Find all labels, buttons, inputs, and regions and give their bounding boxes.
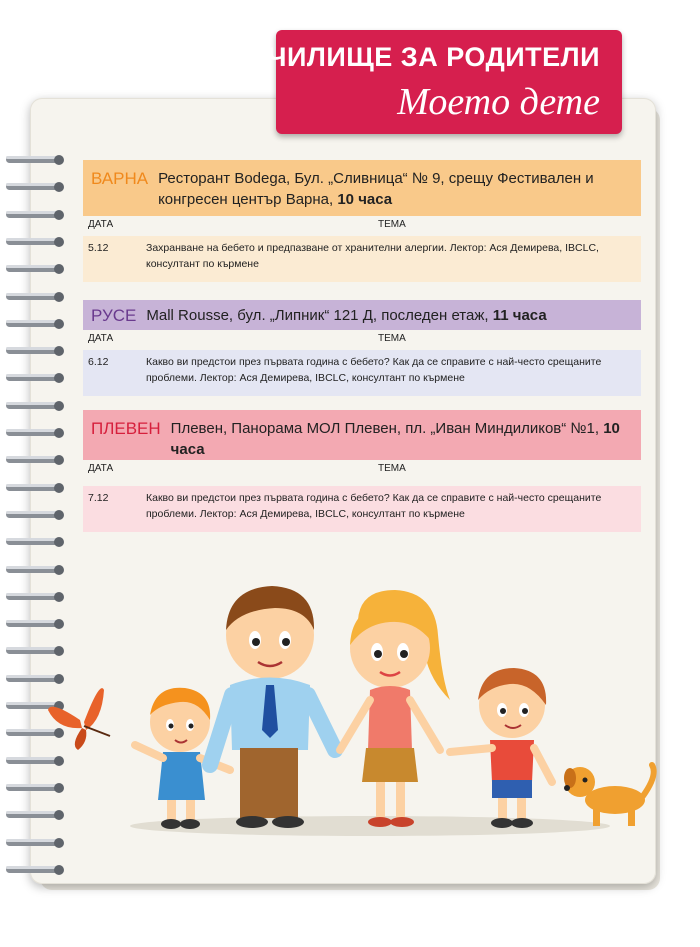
column-topic: ТЕМА <box>378 333 406 344</box>
section-pleven <box>83 410 641 532</box>
table-row <box>83 350 641 396</box>
spiral-ring-icon <box>4 343 64 359</box>
event-topic: Какво ви предстои през първата година с бебето? Как да се справите с най-често срещаните проблеми. Лектор: Ася Демирева, IBCLC, консултант по кърмене <box>146 356 602 384</box>
column-date: ДАТА <box>88 333 114 344</box>
event-topic: Какво ви предстои през първата година с бебето? Как да се справите с най-често срещаните проблеми. Лектор: Ася Демирева, IBCLC, консултант по кърмене <box>146 492 602 520</box>
column-date: ДАТА <box>88 463 114 474</box>
section-header <box>83 160 641 216</box>
location-text: Ресторант Bodega, Бул. „Сливница“ № 9, срещу Фестивален и конгресен център Варна, 10 часа <box>158 170 594 208</box>
column-date: ДАТА <box>88 219 114 230</box>
column-header <box>83 460 641 480</box>
spiral-ring-icon <box>4 289 64 305</box>
event-date: 7.12 <box>88 492 109 504</box>
dog-icon <box>564 765 654 826</box>
section-ruse <box>83 300 641 396</box>
spiral-ring-icon <box>4 370 64 386</box>
spiral-ring-icon <box>4 452 64 468</box>
location-text: Mall Rousse, бул. „Липник“ 121 Д, последен етаж, 11 часа <box>146 307 547 324</box>
spiral-ring-icon <box>4 316 64 332</box>
section-header <box>83 300 641 330</box>
spiral-ring-icon <box>4 179 64 195</box>
city-name: ВАРНА <box>91 169 149 188</box>
column-header <box>83 216 641 236</box>
title-banner <box>250 30 622 134</box>
spiral-ring-icon <box>4 152 64 168</box>
family-illustration-icon <box>40 560 660 840</box>
location-text: Плевен, Панорама МОЛ Плевен, пл. „Иван Миндиликов“ №1, 10 часа <box>170 420 620 458</box>
section-header <box>83 410 641 460</box>
spiral-ring-icon <box>4 398 64 414</box>
event-date: 5.12 <box>88 242 109 254</box>
spiral-ring-icon <box>4 261 64 277</box>
spiral-ring-icon <box>4 234 64 250</box>
event-date: 6.12 <box>88 356 109 368</box>
boy-figure <box>450 668 552 828</box>
father-figure <box>210 586 335 828</box>
column-header <box>83 330 641 350</box>
mother-figure <box>340 590 450 827</box>
spiral-ring-icon <box>4 507 64 523</box>
spiral-ring-icon <box>4 425 64 441</box>
column-topic: ТЕМА <box>378 463 406 474</box>
city-name: РУСЕ <box>91 306 137 325</box>
butterfly-icon <box>48 688 110 750</box>
spiral-ring-icon <box>4 207 64 223</box>
page-subtitle: Моето дете <box>397 81 600 123</box>
section-varna <box>83 160 641 282</box>
spiral-ring-icon <box>4 480 64 496</box>
page-title: УЧИЛИЩЕ ЗА РОДИТЕЛИ <box>250 42 600 72</box>
event-topic: Захранване на бебето и предпазване от хранителни алергии. Лектор: Ася Демирева, IBCLC, консултант по кърмене <box>146 242 599 270</box>
spiral-ring-icon <box>4 862 64 878</box>
table-row <box>83 236 641 282</box>
table-row <box>83 486 641 532</box>
spiral-ring-icon <box>4 534 64 550</box>
column-topic: ТЕМА <box>378 219 406 230</box>
city-name: ПЛЕВЕН <box>91 419 161 438</box>
